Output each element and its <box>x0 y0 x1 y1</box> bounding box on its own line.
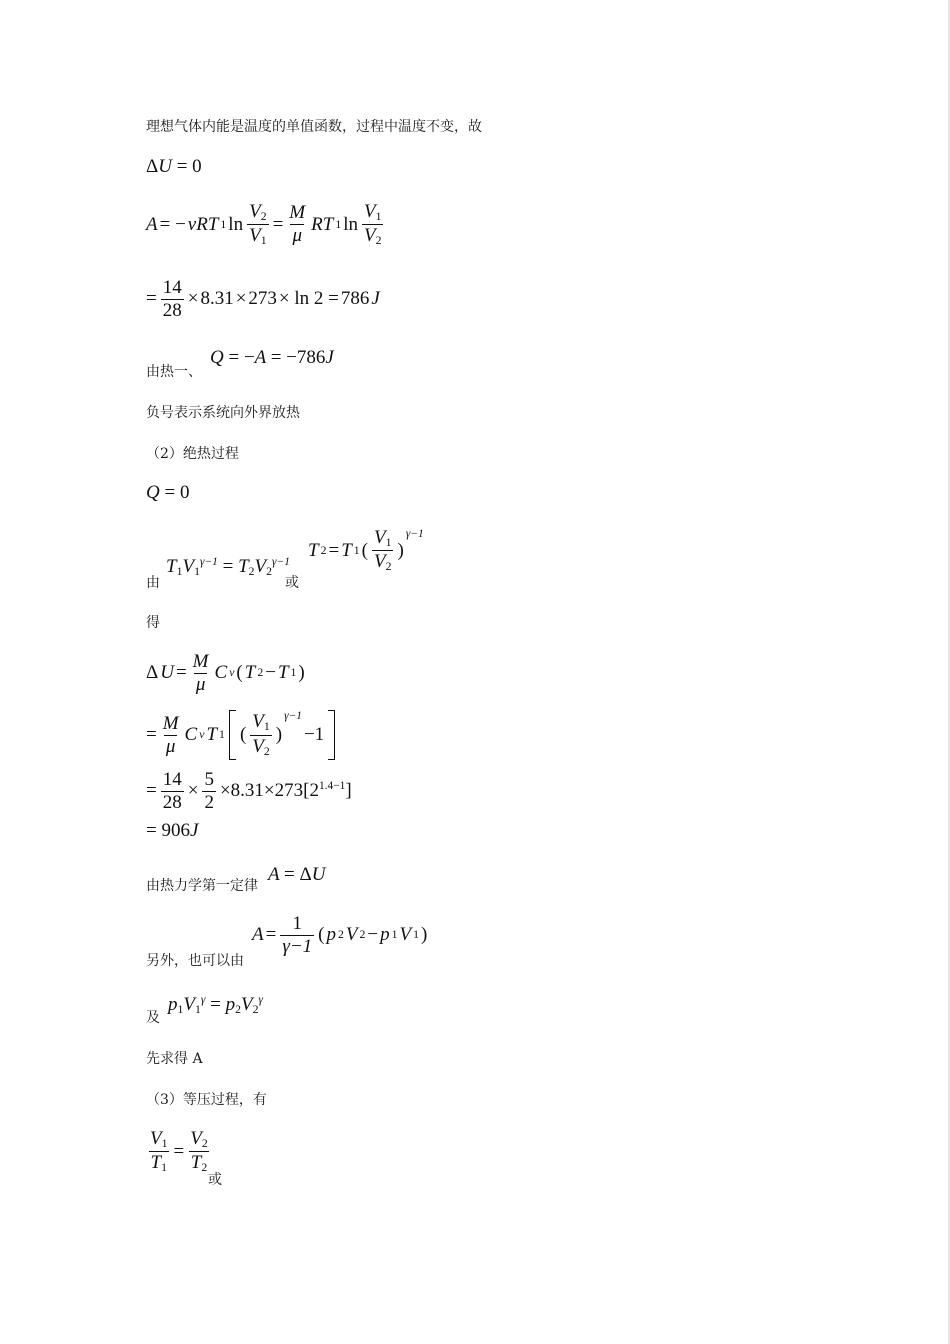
first-find-text: 先求得 A <box>146 1051 203 1067</box>
part3-heading: （3）等压过程，有 <box>146 1092 267 1108</box>
or-label-2: 或 <box>208 1172 222 1188</box>
equation-a-delta-u: A = ΔU <box>268 864 326 885</box>
equation-adiabatic-pv: $p_1V_1^\gamma = p_2V_2^\gamma$ <box>168 994 263 1016</box>
equation-heat-isothermal: Q = −A = −786J <box>210 347 334 368</box>
obtain-label: 得 <box>146 615 160 631</box>
equation-isobaric: $\frac{V_1}{T_1}$ = $\frac{V_2}{T_2}$ <box>150 1128 208 1175</box>
equation-delta-u-expanded: = $\frac{M}{\mu}$ C v T 1 ( $\frac{V_1}{V_2}$ ) γ−1 −1 <box>146 710 337 760</box>
gas-constant: 8.31 <box>200 288 234 310</box>
equation-delta-u-result: = 906J <box>146 820 199 841</box>
first-law-text: 由热力学第一定律 <box>146 878 258 894</box>
denominator-2: 2 <box>204 791 214 813</box>
sign-note-text: 负号表示系统向外界放热 <box>146 405 300 421</box>
part2-heading: （2）绝热过程 <box>146 446 239 462</box>
numerator-14: 14 <box>162 277 182 298</box>
first-law-label: 由热一、 <box>146 364 202 380</box>
intro-text: 理想气体内能是温度的单值函数，过程中温度不变，故 <box>146 119 482 135</box>
equation-work-adiabatic: A = $\frac{1}{\gamma-1}$ ( p 2 V 2 − p 1 V 1 ) <box>252 913 428 957</box>
numerator-5: 5 <box>204 769 214 790</box>
from-label: 由 <box>146 575 160 591</box>
equation-delta-u-zero: ΔU = 0 <box>146 156 202 177</box>
temperature-value: 273 <box>248 288 277 310</box>
result-786: 786 <box>340 288 370 310</box>
equation-q-zero: Q = 0 <box>146 482 190 503</box>
denominator-28: 28 <box>162 299 182 321</box>
alternatively-text: 另外，也可以由 <box>146 953 244 969</box>
equation-adiabatic-relation: $T_1V_1^{\gamma-1} = T_2V_2^{\gamma-1}$ <box>166 556 290 578</box>
or-label-1: 或 <box>285 575 299 591</box>
result-906: 906 <box>161 820 190 841</box>
equation-work-isothermal: A = − vRT 1 ln $\frac{V_2}{V_1}$ = $\frac{M}{\mu}$ RT 1 ln $\frac{V_1}{V_2}$ <box>146 201 382 248</box>
equation-work-numeric: = $\frac{14}{28}$ × 8.31 × 273 × ln 2 = 786 J <box>146 277 380 321</box>
and-label: 及 <box>146 1010 160 1026</box>
equation-delta-u-adiabatic: Δ U = $\frac{M}{\mu}$ C v ( T 2 − T 1 ) <box>146 651 305 695</box>
numerator-14-b: 14 <box>162 769 182 790</box>
equation-t2: T 2 = T 1 ( $\frac{V_1}{V_2}$ ) $^{\gamma-1}$ <box>308 527 424 574</box>
equation-delta-u-numeric: = $\frac{14}{28}$ × $\frac{5}{2}$ $\times 8.31\times 273[2^{1.4-1}]$ <box>146 769 352 813</box>
denominator-28-b: 28 <box>162 791 182 813</box>
